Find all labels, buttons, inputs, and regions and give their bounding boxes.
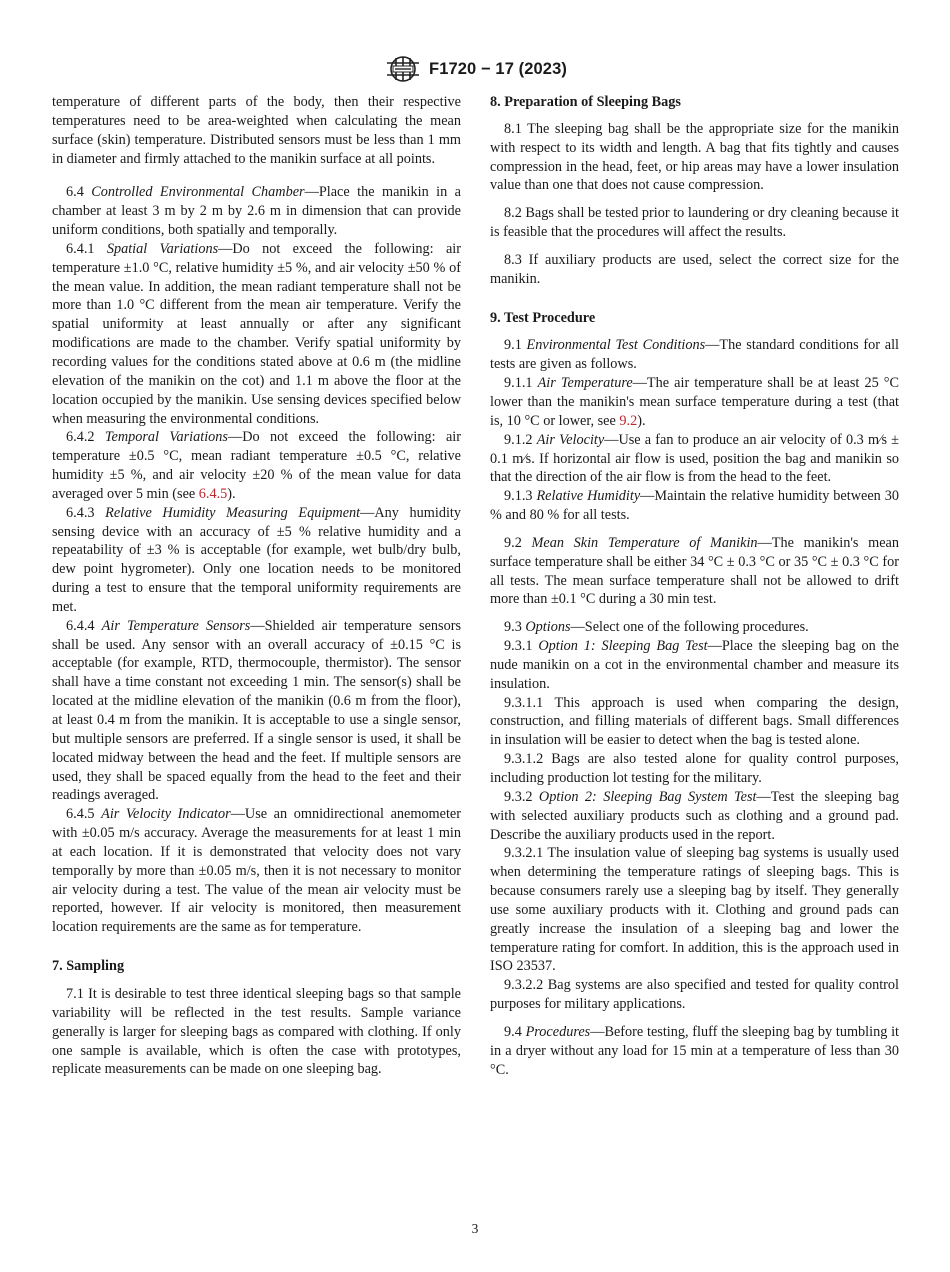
section-heading-8: 8. Preparation of Sleeping Bags: [490, 94, 681, 110]
section-9-3-1: [490, 637, 899, 694]
section-text: —Maintain the relative humidity between 30 % and 80 % for all tests.: [490, 488, 900, 524]
section-number: 9.3.1: [504, 638, 533, 655]
section-text: —Use a fan to produce an air velocity of 0.3 m⁄s ± 0.1 m⁄s. If horizontal air flow is used, position the bag and manikin so that the direction of the air flow is from the head to the feet.: [490, 431, 900, 486]
cross-reference-link[interactable]: 6.4.5: [198, 485, 228, 502]
section-6-4-4: [52, 617, 461, 805]
section-6-4-2: 6.4.2 Temporal Variations—Do not exceed the following: air temperature ±0.5 °C, mean radiant temperature ±0.5 °C, relative humidity ±5 %, and air velocity ±20 % of the mean value for data averaged over 5 min (see 6.4.5).: [52, 429, 461, 502]
section-title: Controlled Environmental Chamber: [91, 184, 305, 201]
cross-reference-link[interactable]: 9.2: [619, 412, 638, 429]
section-title: Temporal Variations: [104, 429, 228, 446]
section-9-2: [490, 534, 899, 609]
section-6-4: [52, 183, 461, 240]
section-text: —Shielded air temperature sensors shall be used. Any sensor with an overall accuracy of ±0.15 °C is acceptable (for example, RTD, thermocouple, thermistor). The sensor shall have a time constant not exceeding 1 min. The sensor(s) shall be located at the midline elevation of the manikin (0.6 m from the floor), at least 0.4 m from the manikin. It is acceptable to use a single sensor, but multiple sensors are preferred. If a single sensor is used, it shall be located midway between the head and the feet. If multiple sensors are used, they shall be spaced equally from the head to the feet and their readings averaged.: [52, 617, 461, 804]
section-6-4-5: [52, 805, 461, 937]
section-number: 9.1: [504, 337, 522, 354]
section-text: —The standard conditions for all tests are given as follows.: [490, 337, 899, 373]
section-title: Options: [525, 619, 571, 636]
section-9-3-1-1: 9.3.1.1 This approach is used when comparing the design, construction, and filling materials of different bags. Small differences in insulation will be easier to detect when the bag is tested alone.: [490, 694, 899, 749]
section-title: Environmental Test Conditions: [526, 337, 706, 354]
section-number: 9.1.3: [504, 488, 533, 505]
section-9-4: [490, 1023, 899, 1080]
section-9-1-1: 9.1.1 Air Temperature—The air temperature shall be at least 25 °C lower than the manikin's mean surface temperature during a test (that is, 10 °C or lower, see 9.2).: [490, 375, 899, 429]
section-number: 9.3: [504, 619, 522, 636]
section-number: 6.4.3: [66, 504, 95, 521]
section-8-3: 8.3 If auxiliary products are used, select the correct size for the manikin.: [490, 251, 899, 287]
section-6-4-1: [52, 240, 461, 428]
section-text: —The air temperature shall be at least 25 °C lower than the manikin's mean surface temperature during a test (that is, 10 °C or lower, see: [490, 375, 899, 429]
section-9-3-2: [490, 788, 899, 845]
section-9-1-3: [490, 487, 899, 525]
section-number: 9.4: [504, 1023, 522, 1040]
section-9-3-2-1: 9.3.2.1 The insulation value of sleeping bag systems is usually used when determining the temperature ratings of sleeping bags. This is because consumers rarely use a sleeping bag by itself. They generally use some auxiliary products with it. Clothing and ground pads can greatly increase the insulation of a sleeping bag and lower the temperature rating for comfort. In addition, this is the approach used in ISO 23537.: [490, 845, 899, 975]
section-text: —The manikin's mean surface temperature shall be either 34 °C ± 0.3 °C or 35 °C ± 0.3 °C for all tests. The mean surface temperature shall not be allowed to drift more than ±0.1 °C during a 30 min test.: [490, 534, 899, 608]
section-title: Option 1: Sleeping Bag Test: [538, 638, 708, 655]
section-7-1: 7.1 It is desirable to test three identical sleeping bags so that sample variability will be reflected in the test results. Sample variance generally is larger for sleeping bags as compared with clothing. If only one sample is available, which is often the case with prototypes, replicate measurements can be made on one sleeping bag.: [52, 985, 461, 1078]
section-title: Air Temperature: [537, 375, 633, 392]
section-number: 6.4.4: [66, 617, 95, 634]
standard-designation: F1720 − 17 (2023): [429, 59, 567, 78]
section-9-3-2-2: 9.3.2.2 Bag systems are also specified and tested for quality control purposes for military applications.: [490, 977, 899, 1013]
left-column: [52, 93, 461, 1079]
section-heading-7: 7. Sampling: [52, 958, 125, 975]
section-6-4-3: [52, 504, 461, 617]
section-title: Air Velocity: [536, 431, 605, 448]
section-8-2: 8.2 Bags shall be tested prior to laundering or dry cleaning because it is feasible that the procedures will affect the results.: [490, 205, 899, 241]
section-9-3-1-2: 9.3.1.2 Bags are also tested alone for quality control purposes, including production lot testing for the military.: [490, 751, 899, 786]
section-title: Option 2: Sleeping Bag System Test: [538, 788, 757, 805]
astm-logo-icon: [383, 54, 423, 84]
section-text: —Any humidity sensing device with an accuracy of ±5 % relative humidity and a repeatability of ±3 % is acceptable (for example, wet bulb/dry bulb, dew point hygrometer). Only one location needs to be monitored during a test to ensure that the temporal uniformity requirements are met.: [52, 504, 461, 615]
section-title: Relative Humidity Measuring Equipment: [105, 504, 361, 521]
paragraph-continued: temperature of different parts of the body, then their respective temperatures need to be area-weighted when calculating the mean surface (skin) temperature. Distributed sensors must be less than 1 mm in diameter and firmly attached to the manikin surface at all points.: [52, 94, 461, 167]
section-number: 9.2: [504, 534, 522, 551]
section-title: Air Velocity Indicator: [101, 806, 231, 823]
page-header: [0, 54, 950, 84]
section-title: Relative Humidity: [536, 488, 641, 505]
section-number: 6.4.2: [66, 429, 95, 446]
section-title: Air Temperature Sensors: [101, 617, 251, 634]
section-text: —Place the manikin in a chamber at least 3 m by 2 m by 2.6 m in dimension that can provide uniform conditions, both spatially and temporally.: [52, 184, 461, 239]
section-8-1: 8.1 The sleeping bag shall be the appropriate size for the manikin with respect to its width and length. A bag that fits tightly and causes compression in the head, feet, or hip areas may have a lower insulation value than one that does not cause compression.: [490, 120, 899, 194]
section-number: 9.3.2: [504, 788, 533, 805]
section-text: —Before testing, fluff the sleeping bag by tumbling it in a dryer without any load for 15 min at a temperature of less than 30 °C.: [490, 1023, 900, 1078]
section-number: 9.1.2: [504, 431, 533, 448]
section-text: —Select one of the following procedures.: [570, 619, 809, 636]
section-number: 6.4: [66, 184, 84, 201]
section-9-1: [490, 336, 899, 374]
section-text: —Test the sleeping bag with selected auxiliary products such as clothing and a ground pad. Describe the auxiliary products used in the report.: [490, 788, 900, 843]
section-text: —Use an omnidirectional anemometer with ±0.05 m/s accuracy. Average the measurements for at least 1 min at each location. If it is demonstrated that velocity does not vary temporally by more than ±0.05 m/s, then it is not necessary to monitor air velocity during a test. The value of the mean air velocity must be reported, however. If air velocity is monitored, then measurement location requirements are the same as for temperature.: [52, 806, 461, 936]
section-text: —Do not exceed the following: air temperature ±0.5 °C, mean radiant temperature ±0.5 °C, relative humidity ±5 %, and air velocity ±20 % of the mean value for data averaged over 5 min (see: [52, 429, 461, 502]
section-number: 6.4.5: [66, 806, 95, 823]
right-column: [490, 93, 899, 1080]
section-9-3: [490, 618, 899, 637]
section-number: 9.1.1: [504, 375, 533, 392]
page-number: 3: [471, 1221, 479, 1236]
section-title: Mean Skin Temperature of Manikin: [531, 534, 758, 551]
section-heading-9: 9. Test Procedure: [490, 309, 596, 326]
section-title: Spatial Variations: [106, 240, 219, 257]
section-text: —Do not exceed the following: air temperature ±1.0 °C, relative humidity ±5 %, and air velocity ±50 % of the mean value. In addition, the mean radiant temperature shall not be more than 1.0 °C different from the mean air temperature. Verify the spatial uniformity at least annually or after any significant modifications are made to the chamber. Verify spatial uniformity by recording values for the conditions stated above at 0.6 m (the midline elevation of the manikin on the cot) and 1.1 m above the floor at the location occupied by the manikin. Use sensing devices specified below when measuring the environmental conditions.: [52, 240, 461, 427]
section-number: 6.4.1: [66, 240, 95, 257]
section-text: —Place the sleeping bag on the nude manikin on a cot in the environmental chamber and measure its insulation.: [490, 638, 899, 692]
section-title: Procedures: [525, 1023, 591, 1040]
section-9-1-2: [490, 431, 899, 488]
